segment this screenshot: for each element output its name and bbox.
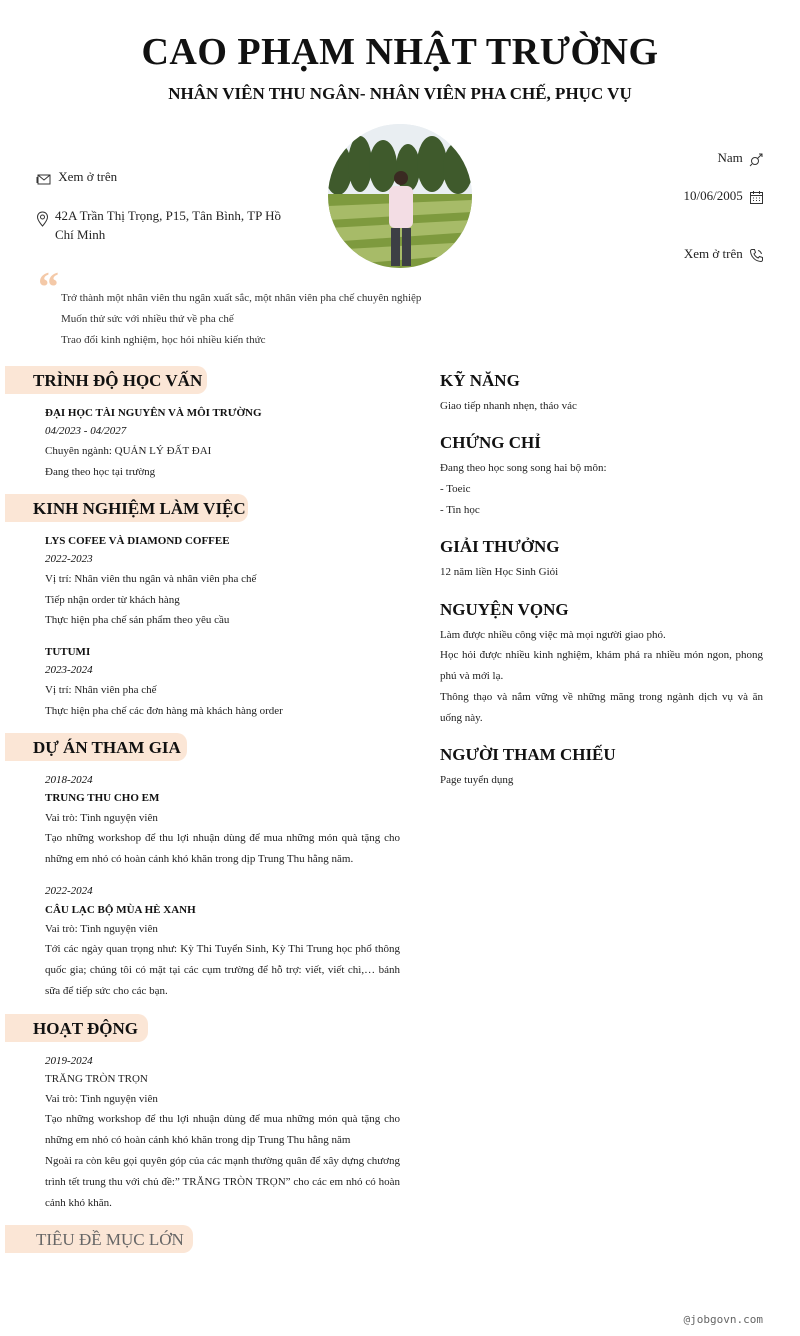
education-major: Chuyên ngành: QUẢN LÝ ĐẤT ĐAI bbox=[45, 445, 212, 457]
certificate-line: Đang theo học song song hai bộ môn: bbox=[440, 462, 607, 474]
project-description: Tạo những workshop để thu lợi nhuận dùng để mua những món quà tặng cho những em nhỏ có hoàn cảnh khó khăn trong dịp Trung Thu hằng năm. bbox=[45, 832, 400, 865]
phone-icon bbox=[749, 246, 764, 261]
footer-watermark: @jobgovn.com bbox=[683, 1313, 763, 1326]
aspiration-line: Thông thạo và nắm vững về những mãng trong ngành dịch vụ và ăn uống này. bbox=[440, 691, 763, 724]
project-name: TRUNG THU CHO EM bbox=[45, 792, 160, 804]
company-name: TUTUMI bbox=[45, 646, 91, 658]
project-role: Vai trò: Tình nguyện viên bbox=[45, 923, 158, 935]
project-description: Tới các ngày quan trọng như: Kỳ Thi Tuyển Sinh, Kỳ Thi Trung học phổ thông quốc gia; chúng tôi có mặt tại các cụm trường để hỗ trợ: viết, viết chì,… bánh sữa để tiếp sức cho các bạn. bbox=[45, 943, 400, 997]
calendar-icon bbox=[749, 188, 764, 203]
project-dates: 2018-2024 bbox=[45, 774, 93, 786]
job-detail: Vị trí: Nhân viên thu ngân và nhân viên pha chế bbox=[45, 573, 257, 585]
email-value: Xem ở trên bbox=[58, 169, 118, 184]
activity-description: Ngoài ra còn kêu gọi quyên góp của các mạnh thường quân để xây dựng chương trình tết trung thu với chủ đề:” TRĂNG TRÒN TRỌN” cho các em nhỏ có hoàn cảnh khó khăn. bbox=[45, 1155, 400, 1209]
section-heading-education: TRÌNH ĐỘ HỌC VẤN bbox=[5, 366, 207, 394]
section-heading-aspirations: NGUYỆN VỌNG bbox=[440, 600, 569, 619]
section-heading-certificates: CHỨNG CHỈ bbox=[440, 433, 541, 452]
activity-dates: 2019-2024 bbox=[45, 1055, 93, 1067]
phone-value: Xem ở trên bbox=[683, 246, 743, 261]
section-heading-references: NGƯỜI THAM CHIẾU bbox=[440, 745, 616, 764]
job-detail: Tiếp nhận order từ khách hàng bbox=[45, 594, 180, 606]
objective-line: Trao đổi kinh nghiệm, học hỏi nhiều kiến thức bbox=[61, 334, 266, 346]
gender-icon bbox=[749, 150, 764, 165]
project-name: CÂU LẠC BỘ MÙA HÈ XANH bbox=[45, 904, 196, 916]
aspiration-line: Làm được nhiều công việc mà mọi người giao phó. bbox=[440, 629, 666, 641]
job-detail: Thực hiện pha chế các đơn hàng mà khách hàng order bbox=[45, 705, 283, 717]
section-heading-skills: KỸ NĂNG bbox=[440, 371, 520, 390]
job-dates: 2022-2023 bbox=[45, 553, 93, 565]
quote-icon: “ bbox=[38, 265, 59, 311]
activity-role: Vai trò: Tình nguyện viên bbox=[45, 1093, 158, 1105]
gender-value: Nam bbox=[717, 150, 743, 165]
candidate-name: CAO PHẠM NHẬT TRƯỜNG bbox=[141, 31, 659, 73]
school-name: ĐẠI HỌC TÀI NGUYÊN VÀ MÔI TRƯỜNG bbox=[45, 407, 262, 419]
job-dates: 2023-2024 bbox=[45, 664, 93, 676]
job-title: NHÂN VIÊN THU NGÂN- NHÂN VIÊN PHA CHẾ, PHỤC VỤ bbox=[168, 84, 632, 103]
birthday-value: 10/06/2005 bbox=[683, 188, 743, 203]
map-pin-icon bbox=[36, 208, 49, 227]
section-heading-activities: HOẠT ĐỘNG bbox=[5, 1014, 148, 1042]
references-text: Page tuyển dụng bbox=[440, 774, 514, 786]
objective-line: Muốn thử sức với nhiều thứ về pha chế bbox=[61, 313, 234, 325]
birthday-contact bbox=[684, 186, 764, 205]
certificate-line: - Tin học bbox=[440, 504, 480, 516]
section-heading-placeholder: TIÊU ĐỀ MỤC LỚN bbox=[5, 1225, 193, 1253]
job-detail: Thực hiện pha chế sản phẩm theo yêu cầu bbox=[45, 614, 230, 626]
gender-contact bbox=[717, 148, 764, 167]
address-line1: 42A Trần Thị Trọng, P15, Tân Bình, TP Hồ bbox=[55, 208, 281, 223]
skills-text: Giao tiếp nhanh nhẹn, tháo vác bbox=[440, 400, 577, 412]
project-dates: 2022-2024 bbox=[45, 885, 93, 897]
address-line2: Chí Minh bbox=[55, 227, 106, 242]
awards-text: 12 năm liền Học Sinh Giỏi bbox=[440, 566, 559, 578]
objective-line: Trở thành một nhân viên thu ngân xuất sắc, một nhân viên pha chế chuyên nghiệp bbox=[61, 292, 422, 304]
aspiration-line: Học hỏi được nhiều kinh nghiệm, khám phá ra nhiều món ngon, phong phú và mới lạ. bbox=[440, 649, 763, 682]
education-status: Đang theo học tại trường bbox=[45, 466, 156, 478]
mail-icon bbox=[36, 169, 54, 184]
profile-photo bbox=[328, 124, 472, 268]
job-detail: Vị trí: Nhân viên pha chế bbox=[45, 684, 157, 696]
phone-contact bbox=[684, 244, 764, 263]
activity-name: TRĂNG TRÒN TRỌN bbox=[45, 1073, 148, 1085]
certificate-line: - Toeic bbox=[440, 483, 471, 495]
address-contact bbox=[36, 206, 286, 244]
project-role: Vai trò: Tình nguyện viên bbox=[45, 812, 158, 824]
email-contact bbox=[36, 167, 117, 186]
section-heading-projects: DỰ ÁN THAM GIA bbox=[5, 733, 187, 761]
education-dates: 04/2023 - 04/2027 bbox=[45, 425, 127, 437]
section-heading-experience: KINH NGHIỆM LÀM VIỆC bbox=[5, 494, 248, 522]
activity-description: Tạo những workshop để thu lợi nhuận dùng để mua những món quà tặng cho những em nhỏ có hoàn cảnh khó khăn trong dịp Trung Thu hằng năm bbox=[45, 1113, 400, 1146]
section-heading-awards: GIẢI THƯỞNG bbox=[440, 537, 560, 556]
company-name: LYS COFEE VÀ DIAMOND COFFEE bbox=[45, 535, 230, 547]
